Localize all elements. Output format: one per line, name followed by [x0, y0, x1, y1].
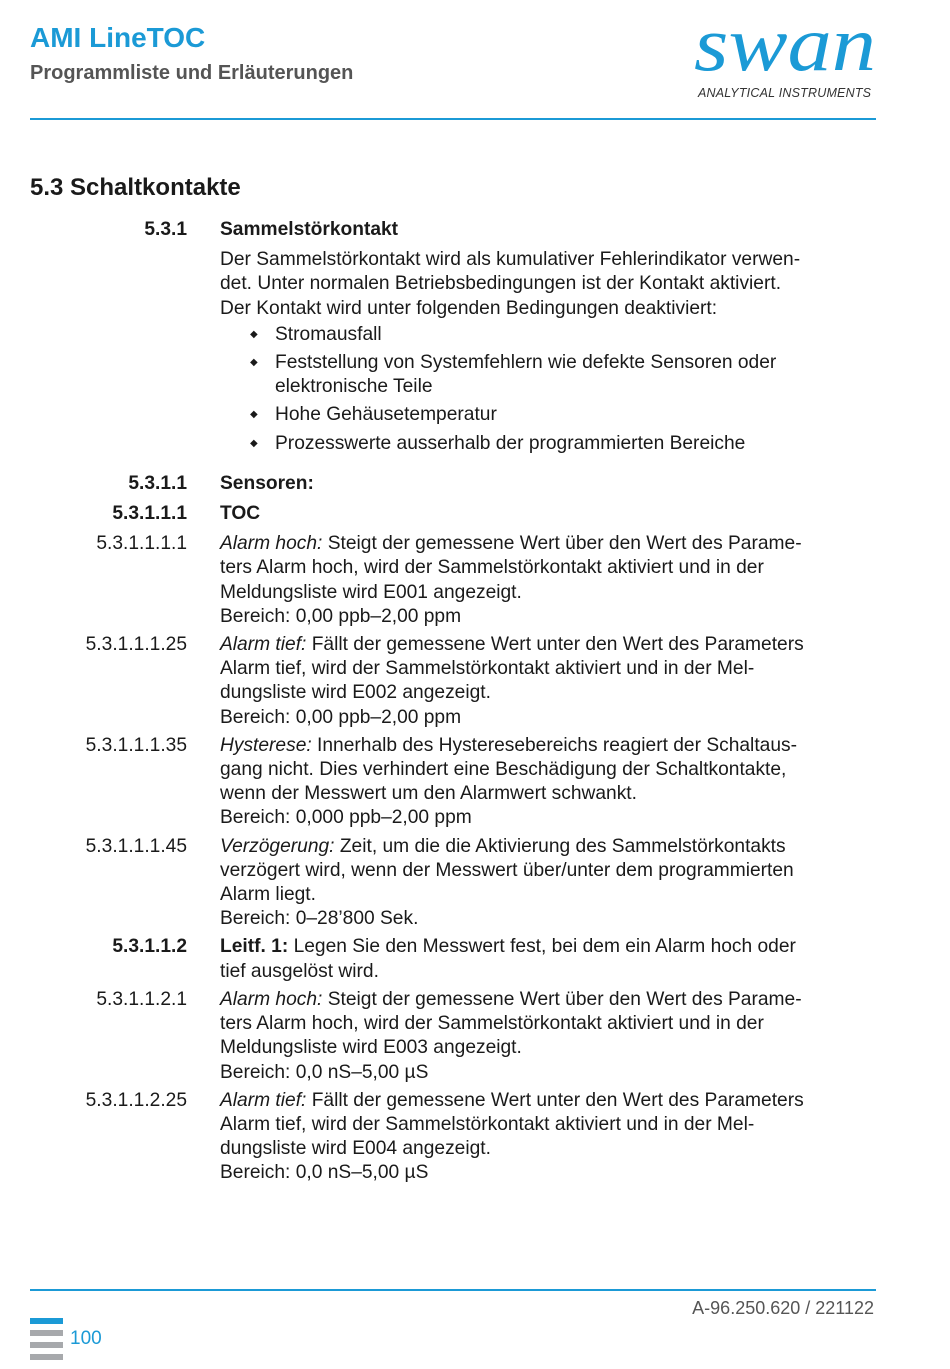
footer-divider [30, 1289, 876, 1291]
section-number: 5.3.1.1.2 [112, 936, 187, 958]
section-number: 5.3.1.1.1 [112, 503, 187, 525]
document-number: A-96.250.620 / 221122 [692, 1298, 874, 1318]
bullet-item: ◆ Hohe Gehäusetemperatur [250, 403, 876, 427]
param-range: Bereich: 0–28’800 Sek. [220, 908, 419, 930]
param-range: Bereich: 0,00 ppb–2,00 ppm [220, 706, 462, 728]
page-bar [30, 1318, 63, 1324]
text-line: Der Kontakt wird unter folgenden Bedingungen deaktiviert: [220, 297, 718, 319]
param-label: Alarm hoch: [220, 988, 323, 1010]
param-label: Alarm tief: [220, 1089, 307, 1111]
param-range: Bereich: 0,0 nS–5,00 µS [220, 1162, 429, 1184]
section-number: 5.3.1 [144, 219, 187, 240]
param-number: 5.3.1.1.1.1 [96, 533, 187, 555]
page-bar [30, 1342, 63, 1348]
header-divider [30, 118, 876, 120]
param-label: Alarm tief: [220, 634, 307, 656]
page-bar [30, 1330, 63, 1336]
page-bar [30, 1354, 63, 1360]
section-title: 5.3 Schaltkontakte [30, 174, 241, 201]
param-number: 5.3.1.1.1.35 [85, 734, 187, 756]
intro-paragraph [30, 248, 876, 460]
param-label: Alarm hoch: [220, 533, 323, 555]
subsection-5-3-1-1-2: 5.3.1.1.2 Leitf. 1: Legen Sie den Messwert fest, bei dem ein Alarm hoch oder tief ausgelöst wird. [30, 935, 876, 983]
param-verzoegerung-toc: 5.3.1.1.1.45 Verzögerung: Zeit, um die die Aktivierung des Sammelstörkontakts verzögert wird, wenn der Messwert über/unter dem programmierten Alarm liegt. Bereich: 0–28’800 Sek. [30, 835, 876, 932]
swan-logo-graphic [690, 8, 880, 83]
param-label: Leitf. 1: [220, 936, 289, 958]
bullet-item: ◆ Feststellung von Systemfehlern wie defekte Sensoren oder elektronische Teile [250, 351, 876, 399]
main-content [30, 218, 876, 1190]
page-bars-graphic [30, 1318, 63, 1366]
bullet-item: ◆ Stromausfall [250, 323, 876, 347]
param-number: 5.3.1.1.1.25 [85, 634, 187, 656]
param-hysterese-toc: 5.3.1.1.1.35 Hysterese: Innerhalb des Hysteresebereichs reagiert der Schaltaus- gang nicht. Dies verhindert eine Beschädigung der Schaltkontakte, wenn der Messwert um den Alarmwert schwankt. Bereich: 0,000 ppb–2,00 ppm [30, 734, 876, 831]
logo-wordmark: swan [694, 8, 876, 83]
document-subtitle: Programmliste und Erläuterungen [30, 62, 354, 84]
section-heading: Sensoren: [220, 472, 314, 494]
subsection-5-3-1 [30, 218, 876, 242]
param-alarm-tief-leitf: 5.3.1.1.2.25 Alarm tief: Fällt der gemessene Wert unter den Wert des Parameters Alarm tief, wird der Sammelstörkontakt aktiviert und in der Mel- dungsliste wird E004 angezeigt. Bereich: 0,0 nS–5,00 µS [30, 1089, 876, 1186]
param-alarm-hoch-leitf: 5.3.1.1.2.1 Alarm hoch: Steigt der gemessene Wert über den Wert des Parame- ters Alarm hoch, wird der Sammelstörkontakt aktiviert und in der Meldungsliste wird E003 angezeigt. Bereich: 0,0 nS–5,00 µS [30, 988, 876, 1085]
subsection-5-3-1-1-1 [30, 502, 876, 526]
param-number: 5.3.1.1.1.45 [85, 835, 187, 857]
param-alarm-tief-toc: 5.3.1.1.1.25 Alarm tief: Fällt der gemessene Wert unter den Wert des Parameters Alarm tief, wird der Sammelstörkontakt aktiviert und in der Mel- dungsliste wird E002 angezeigt. Bereich: 0,00 ppb–2,00 ppm [30, 633, 876, 730]
swan-logo [690, 8, 880, 103]
section-heading: Sammelstörkontakt [220, 219, 399, 240]
bullet-item: ◆ Prozesswerte ausserhalb der programmierten Bereiche [250, 432, 876, 456]
param-number: 5.3.1.1.2.25 [85, 1089, 187, 1111]
section-number: 5.3.1.1 [128, 472, 187, 494]
logo-tagline: ANALYTICAL INSTRUMENTS [698, 86, 872, 100]
param-number: 5.3.1.1.2.1 [96, 988, 187, 1010]
param-label: Verzögerung: [220, 835, 335, 857]
page-number: 100 [70, 1328, 102, 1349]
text-line: det. Unter normalen Betriebsbedingungen ist der Kontakt aktiviert. [220, 273, 782, 295]
param-range: Bereich: 0,0 nS–5,00 µS [220, 1061, 429, 1083]
param-range: Bereich: 0,000 ppb–2,00 ppm [220, 807, 472, 829]
subsection-5-3-1-1 [30, 472, 876, 496]
bullet-list [220, 323, 876, 456]
text-line: Der Sammelstörkontakt wird als kumulativer Fehlerindikator verwen- [220, 249, 801, 271]
param-label: Hysterese: [220, 734, 312, 756]
document-title: AMI LineTOC [30, 22, 206, 53]
section-heading: TOC [220, 503, 261, 525]
param-range: Bereich: 0,00 ppb–2,00 ppm [220, 605, 462, 627]
param-alarm-hoch-toc: 5.3.1.1.1.1 Alarm hoch: Steigt der gemessene Wert über den Wert des Parame- ters Alarm hoch, wird der Sammelstörkontakt aktiviert und in der Meldungsliste wird E001 angezeigt. Bereich: 0,00 ppb–2,00 ppm [30, 532, 876, 629]
